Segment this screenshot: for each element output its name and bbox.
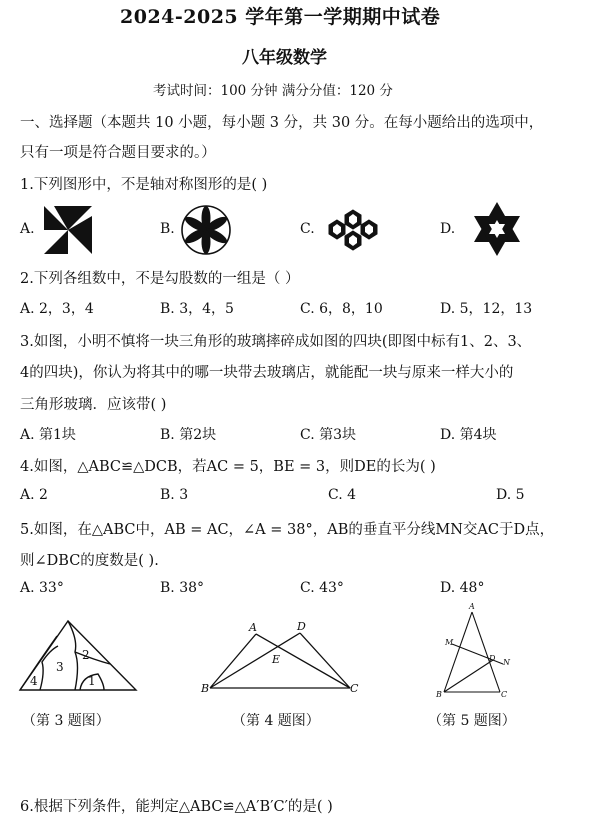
fig3-caption: （第 3 题图） (22, 713, 110, 729)
q6-stem: 6.根据下列条件，能判定△ABC≌△A′B′C′的是( ) (20, 799, 333, 815)
exam-subtitle: 八年级数学 (242, 48, 327, 68)
exam-info: 考试时间：100 分钟 满分分值：120 分 (153, 83, 393, 99)
fig4-label-b: B (201, 682, 210, 695)
q2-option-d: D. 5，12，13 (440, 301, 533, 317)
q2-option-a: A. 2，3，4 (20, 301, 94, 317)
fig3-label-3: 3 (56, 660, 64, 674)
q1-option-a-label: A. (20, 221, 35, 237)
q5-stem-line2: 则∠DBC的度数是( ). (20, 553, 159, 569)
q1-stem: 1.下列图形中，不是轴对称图形的是( ) (20, 177, 268, 193)
fig4-label-c: C (350, 682, 359, 695)
fig5-caption: （第 5 题图） (428, 713, 516, 729)
fig3-label-2: 2 (82, 648, 90, 662)
fig5-label-a: A (469, 602, 475, 611)
fig3-label-1: 1 (88, 674, 96, 688)
q5-option-b: B. 38° (160, 580, 205, 596)
q2-stem: 2.下列各组数中，不是勾股数的一组是（ ） (20, 271, 300, 287)
fig5-label-m: M (445, 638, 454, 647)
q3-option-b: B. 第2块 (160, 427, 217, 443)
fig5-label-c: C (501, 690, 508, 699)
q5-option-c: C. 43° (300, 580, 344, 596)
q3-stem-line3: 三角形玻璃．应该带( ) (20, 397, 167, 413)
q4-option-d: D. 5 (496, 487, 525, 503)
q5-option-a: A. 33° (20, 580, 64, 596)
exam-title: 2024-2025 学年第一学期期中试卷 (120, 6, 441, 28)
q4-option-a: A. 2 (20, 487, 48, 503)
q3-option-a: A. 第1块 (20, 427, 76, 443)
q1-option-b-label: B. (160, 221, 175, 237)
fig5-label-n: N (503, 658, 510, 667)
q2-option-b: B. 3，4，5 (160, 301, 234, 317)
q1-option-d-label: D. (440, 221, 456, 237)
fig5-label-b: B (436, 690, 442, 699)
fig4-label-d: D (297, 620, 306, 633)
q1-option-c-label: C. (300, 221, 315, 237)
q2-option-c: C. 6，8，10 (300, 301, 383, 317)
q4-option-b: B. 3 (160, 487, 189, 503)
fig5-label-d: D (489, 654, 496, 663)
q3-stem-line2: 4的四块)，你认为将其中的哪一块带去玻璃店，就能配一块与原来一样大小的 (20, 365, 514, 381)
fig3-label-4: 4 (30, 674, 38, 688)
fig4-label-e: E (272, 653, 281, 666)
q3-stem-line1: 3.如图，小明不慎将一块三角形的玻璃摔碎成如图的四块(即图中标有1、2、3、 (20, 334, 532, 350)
q4-option-c: C. 4 (328, 487, 357, 503)
q3-option-c: C. 第3块 (300, 427, 357, 443)
section-intro-line2: 只有一项是符合题目要求的。） (20, 145, 216, 161)
q5-option-d: D. 48° (440, 580, 485, 596)
fig4-caption: （第 4 题图） (232, 713, 320, 729)
q5-stem-line1: 5.如图，在△ABC中，AB = AC，∠A = 38°，AB的垂直平分线MN交AC于D点， (20, 522, 555, 538)
q3-option-d: D. 第4块 (440, 427, 497, 443)
q4-stem: 4.如图，△ABC≌△DCB，若AC = 5，BE = 3，则DE的长为( ) (20, 459, 436, 475)
section-intro-line1: 一、选择题（本题共 10 小题，每小题 3 分，共 30 分。在每小题给出的选项中， (20, 115, 544, 131)
fig4-label-a: A (249, 621, 257, 634)
